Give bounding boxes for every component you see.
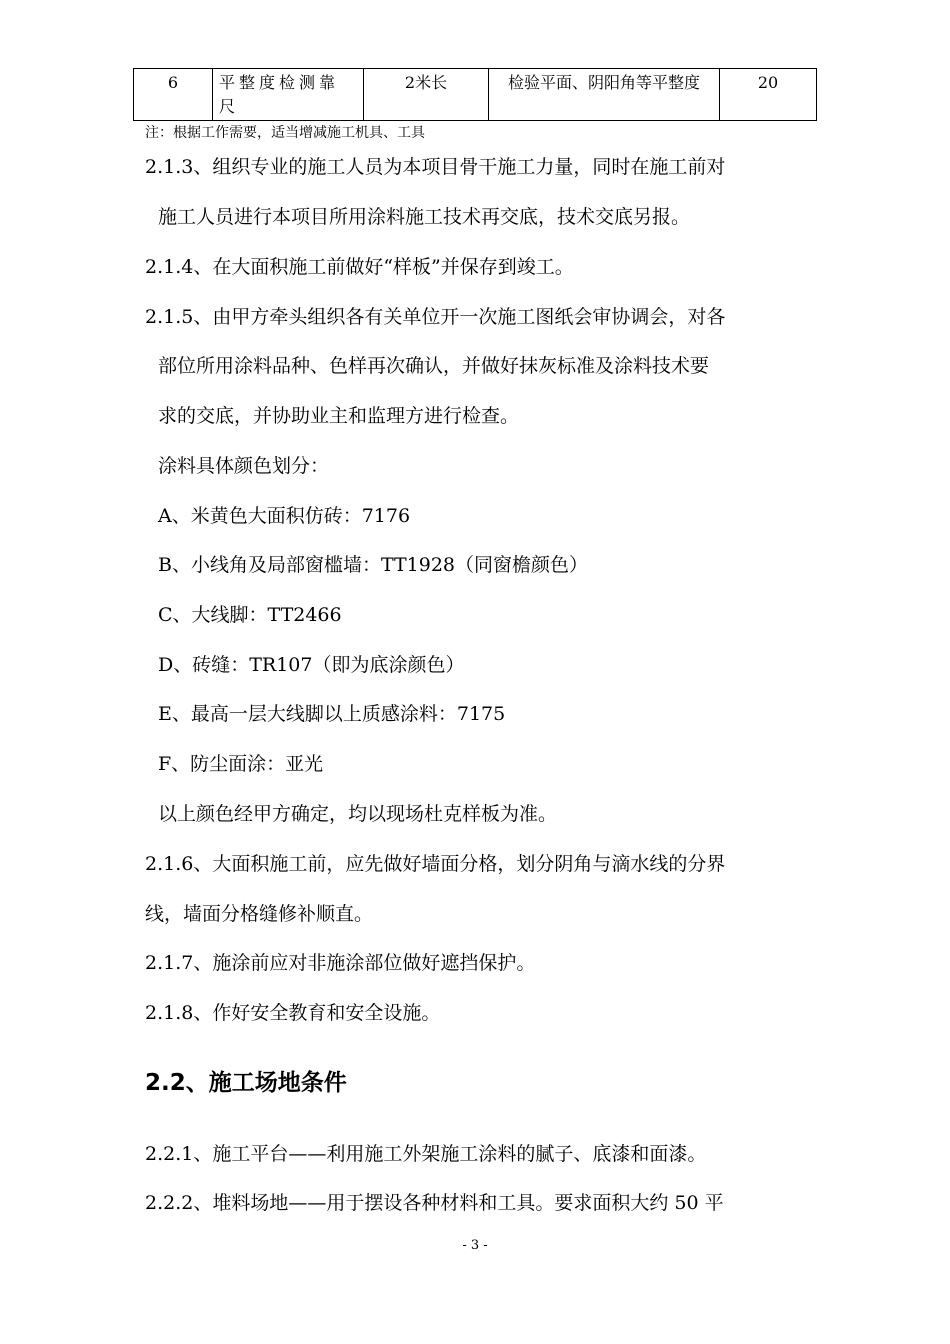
color-item-e: E、最高一层大线脚以上质感涂料：7175 bbox=[158, 703, 506, 725]
paragraph-2-1-7: 2.1.7、施涂前应对非施涂部位做好遮挡保护。 bbox=[145, 952, 536, 974]
paragraph-2-1-3-line2: 施工人员进行本项目所用涂料施工技术再交底，技术交底另报。 bbox=[158, 206, 691, 228]
table-cell-spec: 2米长 bbox=[364, 69, 489, 121]
section-heading-2-2: 2.2、施工场地条件 bbox=[145, 1070, 347, 1096]
paragraph-2-1-6-line2: 线，墙面分格缝修补顺直。 bbox=[145, 903, 374, 925]
table-cell-no: 6 bbox=[134, 69, 213, 121]
paragraph-2-2-1: 2.2.1、施工平台——利用施工外架施工涂料的腻子、底漆和面漆。 bbox=[145, 1143, 707, 1165]
paragraph-2-1-6-line1: 2.1.6、大面积施工前，应先做好墙面分格，划分阴角与滴水线的分界 bbox=[145, 853, 726, 875]
table-cell-qty: 20 bbox=[720, 69, 817, 121]
paragraph-2-2-2: 2.2.2、堆料场地——用于摆设各种材料和工具。要求面积大约 50 平 bbox=[145, 1192, 724, 1214]
color-item-f: F、防尘面涂：亚光 bbox=[158, 753, 324, 775]
color-item-c: C、大线脚：TT2466 bbox=[158, 604, 342, 626]
paragraph-2-1-3-line1: 2.1.3、组织专业的施工人员为本项目骨干施工力量，同时在施工前对 bbox=[145, 156, 726, 178]
paragraph-2-1-5-line2: 部位所用涂料品种、色样再次确认，并做好抹灰标准及涂料技术要 bbox=[158, 355, 710, 377]
color-confirm-note: 以上颜色经甲方确定，均以现场杜克样板为准。 bbox=[158, 803, 558, 825]
color-list-title: 涂料具体颜色划分： bbox=[158, 455, 330, 477]
paragraph-2-1-5-line1: 2.1.5、由甲方牵头组织各有关单位开一次施工图纸会审协调会，对各 bbox=[145, 306, 726, 328]
table-cell-name: 平整度检测靠尺 bbox=[213, 69, 364, 121]
table-cell-use: 检验平面、阴阳角等平整度 bbox=[489, 69, 720, 121]
color-item-a: A、米黄色大面积仿砖：7176 bbox=[158, 505, 411, 527]
paragraph-2-1-5-line3: 求的交底，并协助业主和监理方进行检查。 bbox=[158, 405, 520, 427]
paragraph-2-1-4: 2.1.4、在大面积施工前做好“样板”并保存到竣工。 bbox=[145, 256, 574, 278]
page-number: - 3 - bbox=[462, 1238, 488, 1253]
color-item-d: D、砖缝：TR107（即为底涂颜色） bbox=[158, 654, 465, 676]
table-row bbox=[134, 69, 817, 121]
paragraph-2-1-8: 2.1.8、作好安全教育和安全设施。 bbox=[145, 1002, 441, 1024]
tools-table bbox=[133, 68, 817, 121]
table-note: 注：根据工作需要，适当增减施工机具、工具 bbox=[145, 125, 425, 141]
color-item-b: B、小线角及局部窗槛墙：TT1928（同窗檐颜色） bbox=[158, 554, 589, 576]
